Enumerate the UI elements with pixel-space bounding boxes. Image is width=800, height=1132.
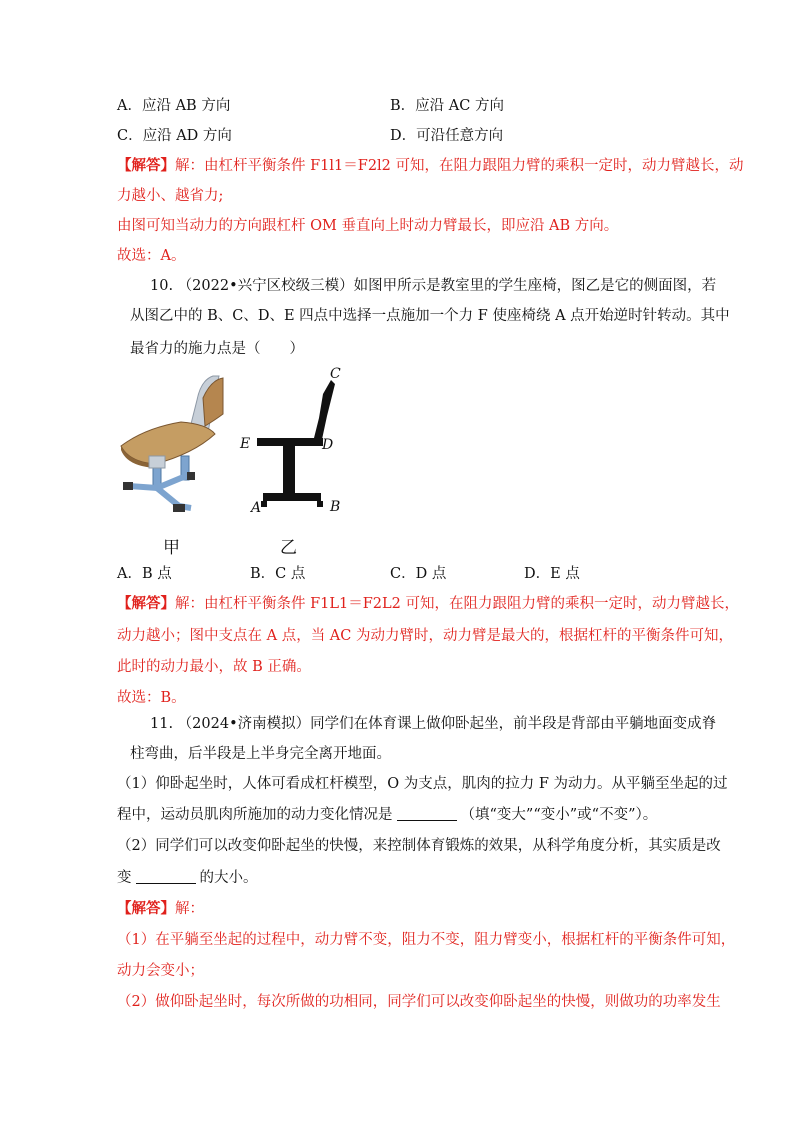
q10-option-a: A．B 点 [117, 566, 172, 582]
q11-part2-text-a: 变 [117, 870, 132, 886]
q11-stem-line1: 11. （2024•济南模拟）同学们在体育课上做仰卧起坐，前半段是背部由平躺地面变成脊 [150, 716, 717, 732]
q11-answer-head [117, 899, 204, 919]
q9-option-b: B．应沿 AC 方向 [390, 98, 504, 114]
q10-answer-text1: 解：由杠杆平衡条件 F1L1＝F2L2 可知，在阻力跟阻力臂的乘积一定时，动力臂越长， [175, 596, 739, 612]
q10-choice: 故选：B。 [117, 690, 186, 706]
q10-option-d: D．E 点 [524, 566, 580, 582]
q11-blank-2[interactable] [136, 869, 196, 884]
point-a-label: A [251, 500, 262, 516]
q9-answer-tag: 【解答】 [117, 157, 175, 174]
q11-answer-line3: （2）做仰卧起坐时，每次所做的功相同，同学们可以改变仰卧起坐的快慢，则做功的功率发生 [117, 994, 721, 1010]
q9-answer-line2: 力越小、越省力; [117, 188, 224, 204]
point-c-label: C [330, 366, 341, 382]
chair-side-diagram [235, 360, 355, 520]
q11-answer-line1: （1）在平躺至坐起的过程中，动力臂不变，阻力不变，阻力臂变小，根据杠杆的平衡条件可知， [117, 932, 736, 948]
q11-part1-line1: （1）仰卧起坐时，人体可看成杠杆模型，O 为支点，肌肉的拉力 F 为动力。从平躺至坐起的过 [117, 776, 728, 792]
q11-part2-line1: （2）同学们可以改变仰卧起坐的快慢，来控制体育锻炼的效果，从科学角度分析，其实质是改 [117, 838, 721, 854]
q11-answer-tag: 【解答】 [117, 900, 175, 917]
q10-answer-line1 [117, 594, 739, 614]
q11-answer-line2: 动力会变小； [117, 963, 204, 979]
q9-option-d: D．可沿任意方向 [390, 128, 504, 144]
q11-part2-line2 [117, 868, 258, 888]
point-b-label: B [330, 499, 341, 515]
caption-yi: 乙 [280, 538, 297, 558]
caption-jia: 甲 [163, 538, 180, 558]
q10-answer-tag: 【解答】 [117, 595, 175, 612]
chair-photo [115, 368, 230, 520]
point-d-label: D [322, 437, 334, 453]
q9-answer-text1: 解：由杠杆平衡条件 F1l1＝F2l2 可知，在阻力跟阻力臂的乘积一定时，动力臂越长，动 [175, 158, 744, 174]
q10-answer-line3: 此时的动力最小，故 B 正确。 [117, 659, 311, 675]
q11-blank-1[interactable] [397, 806, 457, 821]
q11-part1-text-b: （填“变大”“变小”或“不变”）。 [460, 807, 658, 823]
q10-stem-line3: 最省力的施力点是（ ） [130, 341, 304, 357]
q10-stem-line1: 10. （2022•兴宁区校级三模）如图甲所示是教室里的学生座椅，图乙是它的侧面图，若 [150, 278, 717, 294]
q9-option-a: A．应沿 AB 方向 [117, 98, 231, 114]
q11-answer-jie: 解： [175, 901, 204, 917]
q9-choice: 故选：A。 [117, 248, 186, 264]
q9-option-c: C．应沿 AD 方向 [117, 128, 232, 144]
point-e-label: E [240, 436, 251, 452]
q10-option-c: C．D 点 [390, 566, 447, 582]
q10-option-b: B．C 点 [250, 566, 306, 582]
q9-answer-line1 [117, 156, 744, 176]
q10-stem-line2: 从图乙中的 B、C、D、E 四点中选择一点施加一个力 F 使座椅绕 A 点开始逆时针转动。其中 [130, 308, 730, 324]
q11-part1-line2 [117, 805, 657, 825]
q11-stem-line2: 柱弯曲，后半段是上半身完全离开地面。 [130, 746, 391, 762]
q10-answer-line2: 动力越小；图中支点在 A 点，当 AC 为动力臂时，动力臂是最大的，根据杠杆的平衡条件可知， [117, 628, 733, 644]
q9-answer-line3: 由图可知当动力的方向跟杠杆 OM 垂直向上时动力臂最长，即应沿 AB 方向。 [117, 218, 619, 234]
q11-part2-text-b: 的大小。 [199, 870, 258, 886]
q11-part1-text-a: 程中，运动员肌肉所施加的动力变化情况是 [117, 807, 393, 823]
